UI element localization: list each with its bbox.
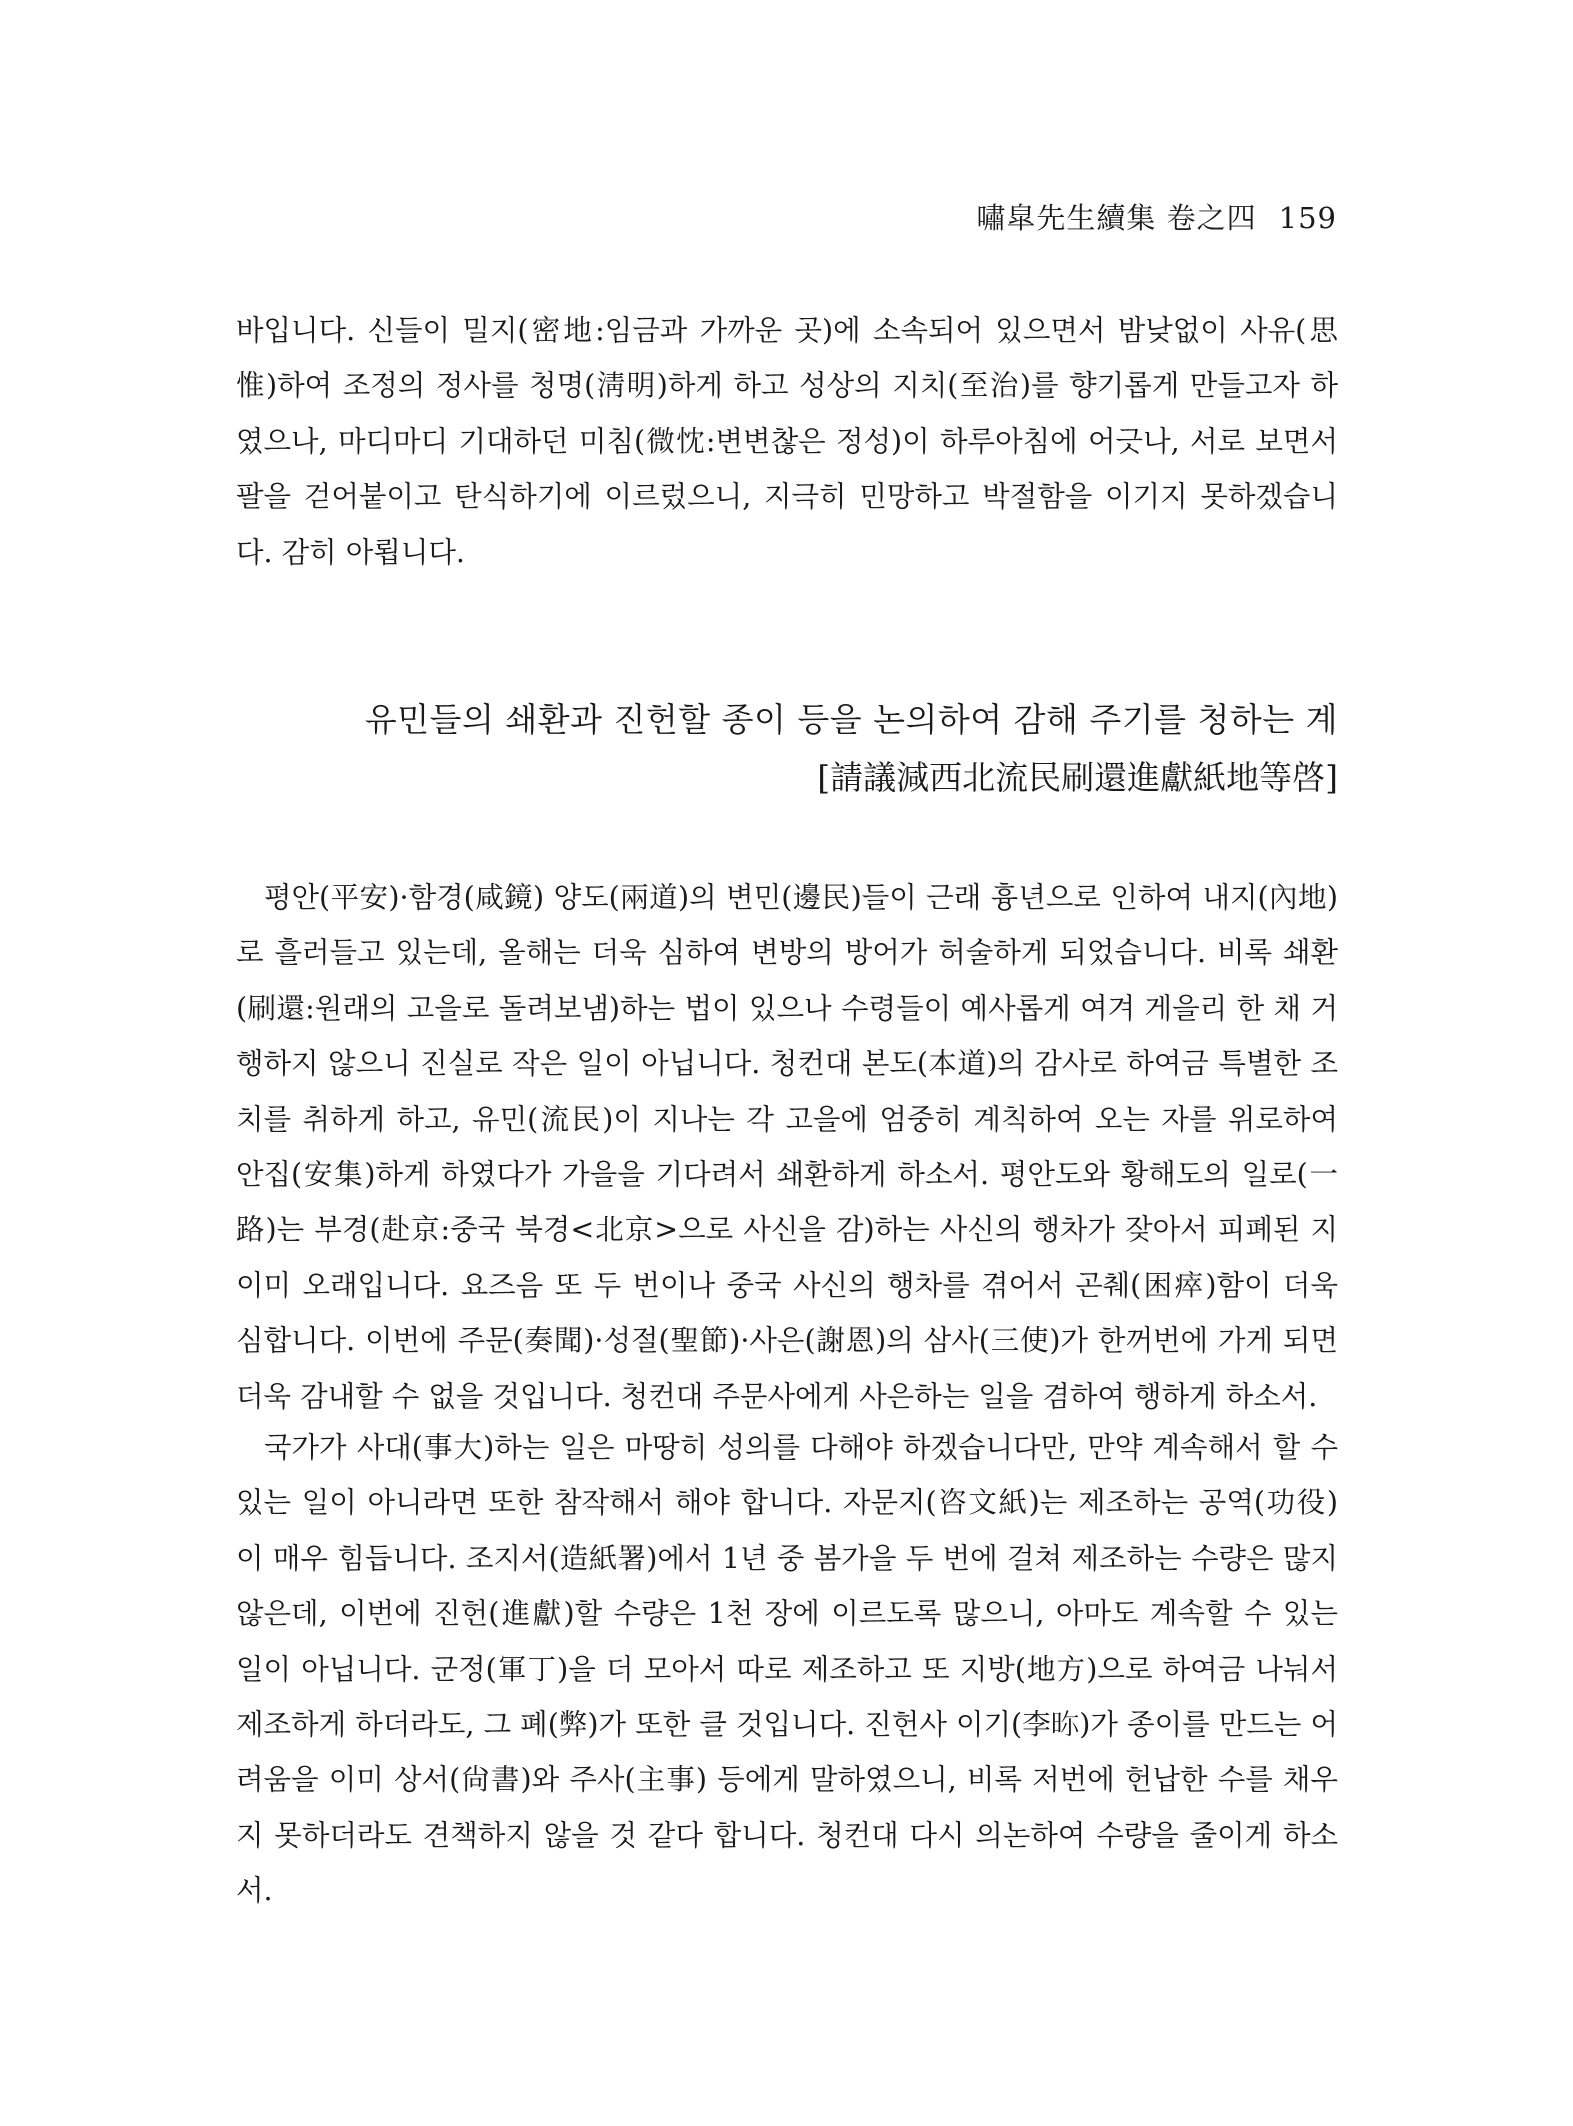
section-heading: [236, 690, 1338, 806]
book-title: 嘯皐先生續集 卷之四: [976, 201, 1257, 235]
section-title-korean: 유민들의 쇄환과 진헌할 종이 등을 논의하여 감해 주기를 청하는 계: [364, 700, 1338, 739]
body-paragraph: 국가가 사대(事大)하는 일은 마땅히 성의를 다해야 하겠습니다만, 만약 계속해서 할 수 있는 일이 아니라면 또한 참작해서 해야 합니다. 자문지(咨文紙)는 제조하는 공역(功役)이 매우 힘듭니다. 조지서(造紙署)에서 1년 중 봄가을 두 번에 걸쳐 제조하는 수량은 많지 않은데, 이번에 진헌(進獻)할 수량은 1천 장에 이르도록 많으니, 아마도 계속할 수 있는 일이 아닙니다. 군정(軍丁)을 더 모아서 따로 제조하고 또 지방(地方)으로 하여금 나눠서 제조하게 하더라도, 그 폐(弊)가 또한 클 것입니다. 진헌사 이기(李𣆋)가 종이를 만드는 어려움을 이미 상서(尙書)와 주사(主事) 등에게 말하였으니, 비록 저번에 헌납한 수를 채우지 못하더라도 견책하지 않을 것 같다 합니다. 청컨대 다시 의논하여 수량을 줄이게 하소서.: [236, 1431, 1338, 1908]
page-number: 159: [1278, 201, 1337, 235]
body-paragraph: 평안(平安)·함경(咸鏡) 양도(兩道)의 변민(邊民)들이 근래 흉년으로 인하여 내지(內地)로 흘러들고 있는데, 올해는 더욱 심하여 변방의 방어가 허술하게 되었습니다. 비록 쇄환(刷還:원래의 고을로 돌려보냄)하는 법이 있으나 수령들이 예사롭게 여겨 게을리 한 채 거행하지 않으니 진실로 작은 일이 아닙니다. 청컨대 본도(本道)의 감사로 하여금 특별한 조치를 취하게 하고, 유민(流民)이 지나는 각 고을에 엄중히 계칙하여 오는 자를 위로하여 안집(安集)하게 하였다가 가을을 기다려서 쇄환하게 하소서. 평안도와 황해도의 일로(一路)는 부경(赴京:중국 북경<北京>으로 사신을 감)하는 사신의 행차가 잦아서 피폐된 지 이미 오래입니다. 요즈음 또 두 번이나 중국 사신의 행차를 겪어서 곤췌(困瘁)함이 더욱 심합니다. 이번에 주문(奏聞)·성절(聖節)·사은(謝恩)의 삼사(三使)가 한꺼번에 가게 되면 더욱 감내할 수 없을 것입니다. 청컨대 주문사에게 사은하는 일을 겸하여 행하게 하소서.: [236, 881, 1338, 1413]
running-header: [976, 196, 1337, 237]
section-title-hanja: [請議減西北流民刷還進獻紙地等啓]: [817, 758, 1338, 797]
continued-paragraph: 바입니다. 신들이 밀지(密地:임금과 가까운 곳)에 소속되어 있으면서 밤낮없이 사유(思惟)하여 조정의 정사를 청명(淸明)하게 하고 성상의 지치(至治)를 향기롭게 만들고자 하였으나, 마디마디 기대하던 미침(微忱:변변찮은 정성)이 하루아침에 어긋나, 서로 보면서 팔을 걷어붙이고 탄식하기에 이르렀으니, 지극히 민망하고 박절함을 이기지 못하겠습니다. 감히 아룁니다.: [236, 314, 1338, 569]
